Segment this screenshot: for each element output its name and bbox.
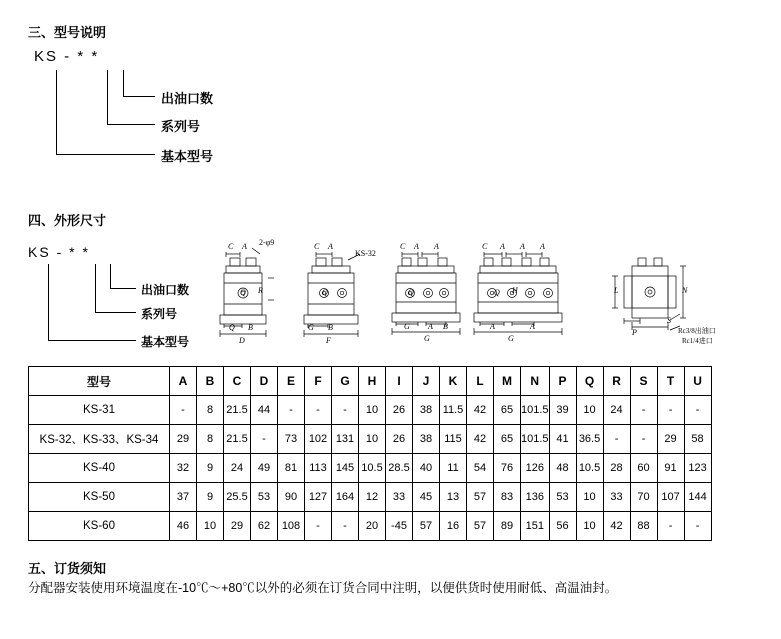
section-3-heading: 三、型号说明	[28, 25, 107, 40]
table-cell: 38	[413, 425, 440, 454]
section-3-label-2: 基本型号	[161, 149, 214, 164]
leader-line-h3	[56, 154, 155, 155]
table-header-L: L	[467, 367, 494, 396]
table-cell: 26	[386, 425, 413, 454]
table-cell: 37	[170, 483, 197, 512]
table-cell: -	[630, 425, 657, 454]
drawing-label-P-5: S	[667, 316, 671, 325]
drawing-note-rc38: Rc3/8出油口	[678, 327, 716, 335]
table-cell: 42	[603, 512, 630, 541]
table-cell: 131	[332, 425, 359, 454]
table-cell: 26	[386, 396, 413, 425]
s4-leader-h2	[95, 312, 136, 313]
table-header-C: C	[224, 367, 251, 396]
section-3-model-code: KS - * *	[34, 48, 100, 65]
table-cell: 57	[467, 483, 494, 512]
leader-line-h1	[123, 96, 155, 97]
drawing-label-G-4: G	[508, 334, 514, 343]
table-cell: 44	[251, 396, 278, 425]
table-cell: 108	[278, 512, 305, 541]
table-header-P: P	[549, 367, 576, 396]
drawing-label-M-5: N	[682, 286, 688, 295]
table-cell: 36.5	[576, 425, 603, 454]
leader-line-v1	[123, 70, 124, 96]
section-5-heading: 五、订货须知	[28, 561, 107, 576]
table-cell: 10	[359, 425, 386, 454]
table-cell: 65	[494, 396, 521, 425]
table-cell: 28	[603, 454, 630, 483]
table-cell: 8	[197, 425, 224, 454]
drawing-label-A-3: A	[414, 242, 419, 251]
table-cell-model: KS-32、KS-33、KS-34	[29, 425, 170, 454]
drawing-label-B-3: B	[443, 322, 448, 331]
table-cell: -	[251, 425, 278, 454]
table-cell-model: KS-60	[29, 512, 170, 541]
table-header-B: B	[197, 367, 224, 396]
section-4-model-code: KS - * *	[28, 244, 90, 260]
table-cell: 10	[359, 396, 386, 425]
drawing-label-R-1: R	[258, 286, 263, 295]
table-header-S: S	[630, 367, 657, 396]
section-4-label-0: 出油口数	[141, 283, 190, 297]
table-cell: 53	[549, 483, 576, 512]
table-cell: 24	[224, 454, 251, 483]
table-cell: 9	[197, 454, 224, 483]
dimensions-table	[28, 366, 712, 541]
table-cell: 54	[467, 454, 494, 483]
table-cell: 29	[170, 425, 197, 454]
table-cell: -	[332, 396, 359, 425]
table-cell: -45	[386, 512, 413, 541]
table-cell: 90	[278, 483, 305, 512]
drawing-label-N-5: P	[632, 328, 637, 337]
table-cell: 101.5	[521, 425, 550, 454]
table-cell: 10	[576, 512, 603, 541]
s4-leader-h1	[110, 288, 136, 289]
table-header-K: K	[440, 367, 467, 396]
table-cell: 60	[630, 454, 657, 483]
table-cell: 12	[359, 483, 386, 512]
table-cell: 38	[413, 396, 440, 425]
drawing-label-A-2: A	[328, 242, 333, 251]
table-header-J: J	[413, 367, 440, 396]
section-4-label-1: 系列号	[141, 307, 178, 321]
table-header-F: F	[305, 367, 332, 396]
table-cell: 58	[684, 425, 711, 454]
drawing-label-A-4e: A	[530, 322, 535, 331]
drawing-note-rc14: Rc1/4进口	[682, 337, 713, 345]
table-cell: 107	[657, 483, 684, 512]
table-cell: 28.5	[386, 454, 413, 483]
table-cell: 102	[305, 425, 332, 454]
table-cell: 21.5	[224, 425, 251, 454]
table-header-Q: Q	[576, 367, 603, 396]
table-header-I: I	[386, 367, 413, 396]
table-cell: 81	[278, 454, 305, 483]
table-cell: 88	[630, 512, 657, 541]
drawing-label-U-4: H	[512, 286, 518, 295]
table-cell: 123	[684, 454, 711, 483]
table-row	[29, 425, 712, 454]
drawing-label-A-4b: A	[520, 242, 525, 251]
table-cell: -	[630, 396, 657, 425]
table-cell: 11.5	[440, 396, 467, 425]
section-3-label-1: 系列号	[161, 119, 201, 134]
table-cell: -	[305, 512, 332, 541]
leader-line-v3	[56, 70, 57, 154]
table-row	[29, 396, 712, 425]
drawing-note-ks32: KS-32	[355, 249, 376, 258]
table-cell: 10.5	[576, 454, 603, 483]
drawing-label-A-3b: A	[434, 242, 439, 251]
drawing-label-C-2: C	[314, 242, 320, 251]
s4-leader-h3	[48, 340, 136, 341]
table-cell: 24	[603, 396, 630, 425]
table-cell: 9	[197, 483, 224, 512]
table-cell: -	[305, 396, 332, 425]
table-cell: 29	[224, 512, 251, 541]
table-cell: 57	[467, 512, 494, 541]
table-cell: 8	[197, 396, 224, 425]
drawing-label-D-1: D	[239, 336, 245, 345]
drawing-label-L-5: L	[614, 286, 619, 295]
table-cell: 16	[440, 512, 467, 541]
table-cell-model: KS-50	[29, 483, 170, 512]
table-cell: 127	[305, 483, 332, 512]
drawing-label-Q-1: Q	[240, 288, 246, 297]
drawing-label-G-3: G	[404, 322, 410, 331]
section-3-label-0: 出油口数	[161, 91, 214, 106]
table-cell: 115	[440, 425, 467, 454]
table-cell: 13	[440, 483, 467, 512]
table-cell: -	[657, 512, 684, 541]
drawing-note-phi: 2-φ9	[259, 238, 275, 247]
table-header-E: E	[278, 367, 305, 396]
drawing-label-B-2: B	[328, 323, 333, 332]
table-cell: 32	[170, 454, 197, 483]
table-cell: 11	[440, 454, 467, 483]
section-4-label-2: 基本型号	[141, 335, 190, 349]
drawing-label-G-2: G	[308, 323, 314, 332]
drawing-label-F-3: G	[424, 334, 430, 343]
table-header-A: A	[170, 367, 197, 396]
table-cell: 113	[305, 454, 332, 483]
drawing-label-Q-4: Q	[494, 288, 500, 297]
drawing-label-E-2: F	[326, 336, 331, 345]
s4-leader-v1	[110, 264, 111, 288]
table-header-row	[29, 367, 712, 396]
drawing-label-A-3c: A	[428, 322, 433, 331]
table-cell: 126	[521, 454, 550, 483]
table-header-N: N	[521, 367, 550, 396]
drawing-label-Q-3: Q	[408, 288, 414, 297]
table-cell: 144	[684, 483, 711, 512]
table-row	[29, 512, 712, 541]
table-cell: 53	[251, 483, 278, 512]
table-header-H: H	[359, 367, 386, 396]
table-cell: 89	[494, 512, 521, 541]
table-header-T: T	[657, 367, 684, 396]
table-cell: 65	[494, 425, 521, 454]
table-cell: 41	[549, 425, 576, 454]
table-cell: 48	[549, 454, 576, 483]
table-cell: 42	[467, 425, 494, 454]
s4-leader-v2	[95, 264, 96, 312]
table-cell: 46	[170, 512, 197, 541]
table-cell: 76	[494, 454, 521, 483]
table-cell: 151	[521, 512, 550, 541]
table-cell: 45	[413, 483, 440, 512]
table-cell: 33	[386, 483, 413, 512]
table-cell: 10.5	[359, 454, 386, 483]
table-cell: 29	[657, 425, 684, 454]
table-header-R: R	[603, 367, 630, 396]
table-cell: 164	[332, 483, 359, 512]
drawing-label-C-1: C	[228, 242, 234, 251]
table-cell-model: KS-40	[29, 454, 170, 483]
drawing-label-Q-1b: Q	[229, 323, 235, 332]
s4-leader-v3	[48, 264, 49, 340]
table-cell: 10	[197, 512, 224, 541]
table-row	[29, 483, 712, 512]
table-cell: -	[278, 396, 305, 425]
leader-line-v2	[107, 70, 108, 124]
table-cell: -	[684, 396, 711, 425]
drawing-label-A-1: A	[242, 242, 247, 251]
table-cell: 56	[549, 512, 576, 541]
table-cell-model: KS-31	[29, 396, 170, 425]
drawing-label-A-4: A	[500, 242, 505, 251]
leader-line-h2	[107, 124, 155, 125]
table-cell: -	[170, 396, 197, 425]
drawing-label-C-4: C	[482, 242, 488, 251]
dimension-drawings	[212, 238, 772, 356]
table-cell: 70	[630, 483, 657, 512]
drawing-label-C-3: C	[400, 242, 406, 251]
table-cell: 10	[576, 396, 603, 425]
table-header-D: D	[251, 367, 278, 396]
table-cell: 73	[278, 425, 305, 454]
table-header-model: 型号	[29, 367, 170, 396]
drawing-label-B-1: B	[248, 323, 253, 332]
table-cell: 145	[332, 454, 359, 483]
table-row	[29, 454, 712, 483]
table-cell: 49	[251, 454, 278, 483]
table-cell: 83	[494, 483, 521, 512]
table-cell: 25.5	[224, 483, 251, 512]
table-cell: 57	[413, 512, 440, 541]
table-cell: -	[603, 425, 630, 454]
table-cell: 21.5	[224, 396, 251, 425]
table-cell: 20	[359, 512, 386, 541]
table-cell: -	[657, 396, 684, 425]
table-cell: 40	[413, 454, 440, 483]
section-4-heading: 四、外形尺寸	[28, 213, 107, 228]
section-5-note: 分配器安装使用环境温度在-10℃～+80℃以外的必须在订货合同中注明，以便供货时使用耐低、高温油封。	[28, 581, 618, 595]
table-cell: -	[332, 512, 359, 541]
table-header-U: U	[684, 367, 711, 396]
table-cell: 42	[467, 396, 494, 425]
table-cell: 62	[251, 512, 278, 541]
table-cell: -	[684, 512, 711, 541]
drawing-label-Q-2: Q	[322, 288, 328, 297]
table-header-M: M	[494, 367, 521, 396]
table-cell: 136	[521, 483, 550, 512]
table-cell: 91	[657, 454, 684, 483]
table-header-G: G	[332, 367, 359, 396]
table-cell: 39	[549, 396, 576, 425]
table-cell: 10	[576, 483, 603, 512]
table-cell: 101.5	[521, 396, 550, 425]
table-cell: 33	[603, 483, 630, 512]
drawing-label-A-4c: A	[540, 242, 545, 251]
drawing-label-A-4d: A	[490, 322, 495, 331]
